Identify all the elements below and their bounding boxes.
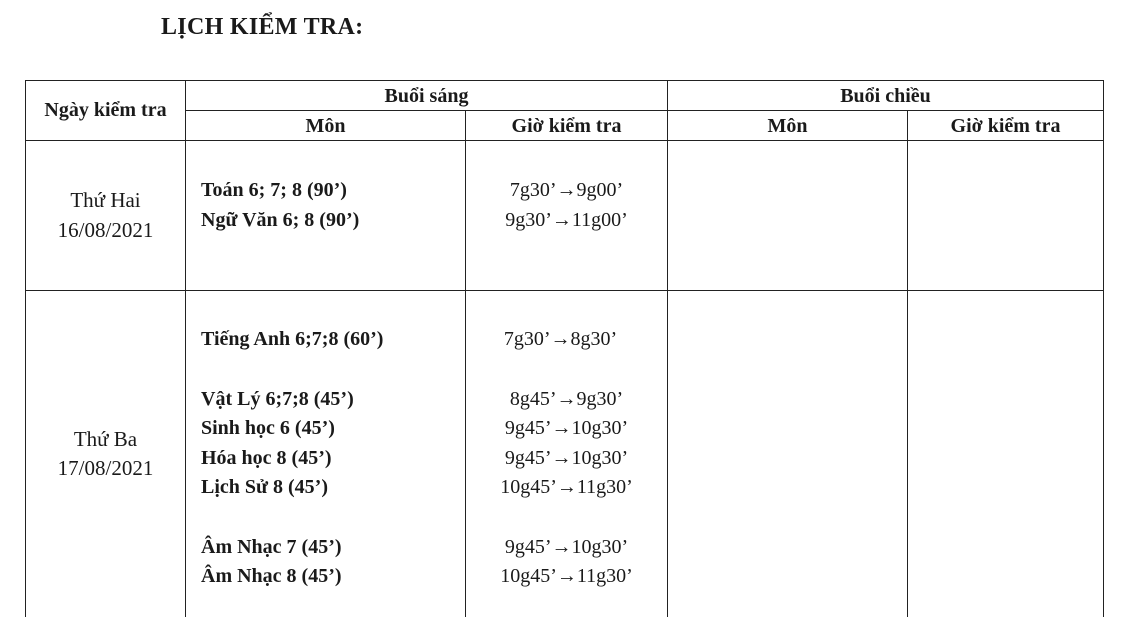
time-item: 9g45’→10g30’	[504, 446, 629, 469]
day-date: 17/08/2021	[57, 456, 154, 480]
afternoon-subjects-cell	[668, 141, 908, 291]
header-afternoon: Buổi chiều	[668, 81, 1104, 111]
subject-item: Âm Nhạc 7 (45’)	[201, 535, 342, 558]
subject-item: Âm Nhạc 8 (45’)	[201, 565, 342, 587]
header-afternoon-time: Giờ kiểm tra	[908, 111, 1104, 141]
afternoon-subjects-cell	[668, 291, 908, 617]
day-name: Thứ Hai	[70, 188, 141, 212]
time-item: 10g45’→11g30’	[500, 476, 633, 498]
subject-item: Hóa học 8 (45’)	[201, 446, 332, 469]
day-cell	[26, 291, 186, 617]
time-item: 7g30’→8g30’	[503, 328, 618, 350]
subject-item: Ngữ Văn 6; 8 (90’)	[201, 208, 360, 231]
subject-item: Vật Lý 6;7;8 (45’)	[201, 387, 354, 410]
morning-subjects-cell	[186, 291, 466, 617]
morning-subjects-cell	[186, 141, 466, 291]
day-cell	[26, 141, 186, 291]
group-spacer	[201, 503, 465, 533]
morning-times-cell	[466, 141, 668, 291]
table-row-monday	[26, 141, 1104, 291]
day-name: Thứ Ba	[73, 426, 138, 451]
page-title: LỊCH KIỂM TRA:	[161, 14, 364, 40]
time-item: 9g45’→10g30’	[504, 417, 629, 439]
subject-item: Lịch Sử 8 (45’)	[201, 476, 329, 498]
time-item: 8g45’→9g30’	[509, 387, 624, 410]
time-item: 9g45’→10g30’	[504, 535, 629, 558]
group-spacer	[201, 355, 465, 385]
afternoon-times-cell	[908, 291, 1104, 617]
time-item: 7g30’→9g00’	[509, 179, 624, 201]
day-date: 16/08/2021	[57, 217, 154, 242]
header-morning-time: Giờ kiểm tra	[466, 111, 668, 141]
subject-item: Toán 6; 7; 8 (90’)	[201, 179, 347, 201]
afternoon-times-cell	[908, 141, 1104, 291]
header-morning-subject: Môn	[186, 111, 466, 141]
table-row-tuesday	[26, 291, 1104, 617]
header-exam-day: Ngày kiểm tra	[26, 81, 186, 141]
group-spacer	[466, 355, 667, 385]
subject-item: Sinh học 6 (45’)	[201, 417, 335, 439]
header-afternoon-subject: Môn	[668, 111, 908, 141]
header-morning: Buổi sáng	[186, 81, 668, 111]
exam-schedule-table	[25, 80, 1104, 617]
group-spacer	[466, 503, 667, 533]
time-item: 9g30’→11g00’	[505, 208, 628, 231]
morning-times-cell	[466, 291, 668, 617]
subject-item: Tiếng Anh 6;7;8 (60’)	[201, 328, 384, 350]
time-item: 10g45’→11g30’	[500, 565, 633, 587]
